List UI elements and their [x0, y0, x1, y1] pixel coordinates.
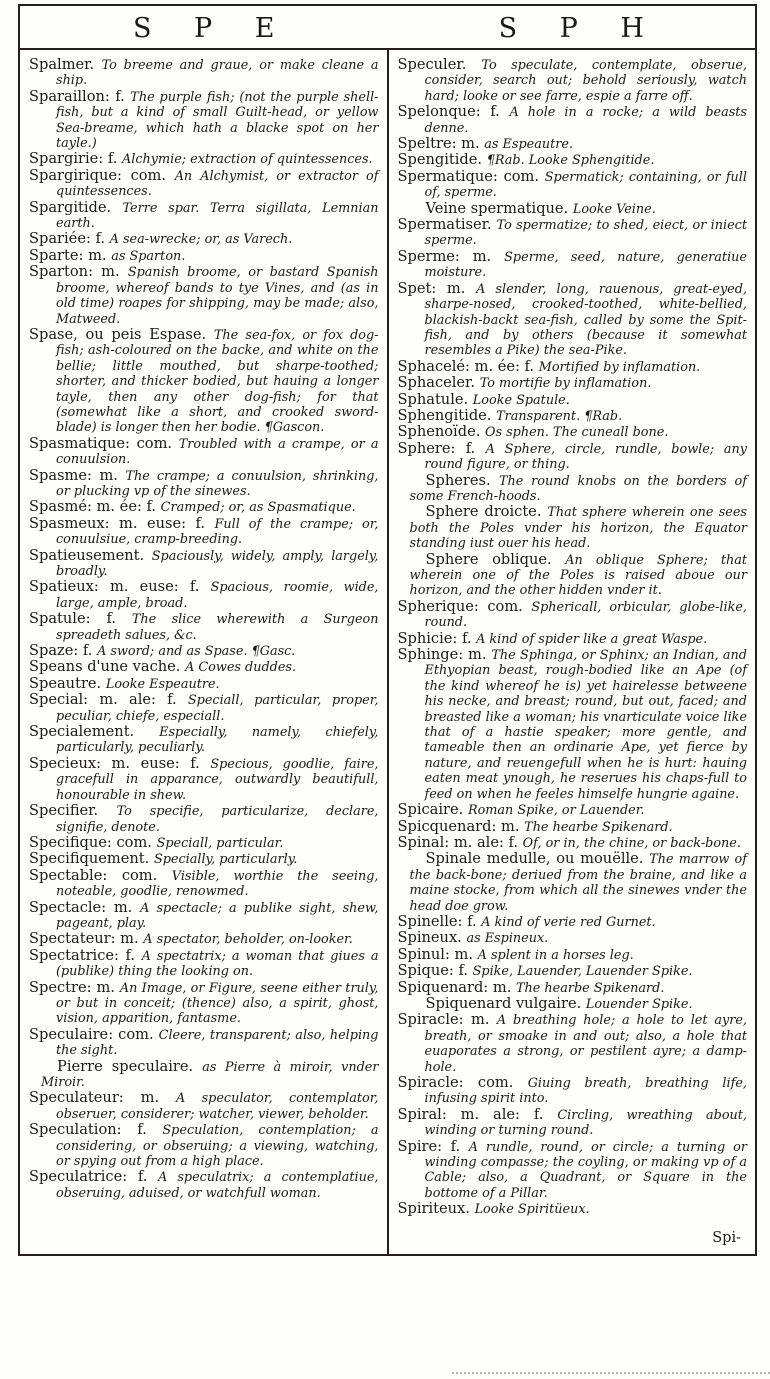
entry-definition: The slice wherewith a Surgeon spreadeth salues, &c.: [56, 612, 379, 643]
entry-headword: Spasmeux: m. euse: f.: [29, 514, 215, 532]
entry-headword: Spherique: com.: [397, 597, 532, 615]
dictionary-entry: [398, 424, 748, 440]
entry-headword: Spariée: f.: [29, 230, 110, 248]
entry-headword: Speculer.: [397, 56, 482, 73]
dictionary-entry: [29, 851, 379, 867]
dictionary-entry: [398, 152, 748, 168]
dictionary-entry: [29, 1027, 379, 1059]
entry-definition: Cleere, transparent; also, helping the sight.: [56, 1027, 379, 1059]
entry-definition: A hole in a rocke; a wild beasts denne.: [424, 105, 748, 136]
entry-headword: Specifier.: [29, 802, 117, 820]
entry-definition: Spacious, roomie, wide, large, ample, broad.: [56, 580, 379, 611]
entry-definition: Sphericall, orbicular, globe-like, round.: [424, 599, 747, 631]
entry-headword: Spengitide.: [397, 151, 487, 169]
entry-definition: To mortifie by inflamation.: [479, 376, 652, 392]
entry-definition: Of, or in, the chine, or back-bone.: [522, 835, 741, 851]
dictionary-entry: [29, 980, 379, 1027]
right-text-column: [389, 50, 756, 1254]
dictionary-entry: [29, 248, 379, 264]
entry-headword: Spineux.: [397, 929, 467, 947]
dictionary-entry: [398, 57, 748, 104]
entry-headword: Spectatrice: f.: [29, 946, 142, 964]
entry-headword: Spatule: f.: [29, 610, 132, 628]
running-heads: [20, 6, 755, 50]
dictionary-entry: [398, 392, 748, 408]
dictionary-entry: [398, 599, 748, 631]
dictionary-entry: [398, 1075, 748, 1107]
dictionary-subentry: [398, 851, 748, 914]
dictionary-entry: [29, 499, 379, 515]
entry-headword: Spectacle: m.: [29, 898, 141, 916]
dictionary-entry: [398, 835, 748, 851]
dictionary-entry: [398, 1107, 748, 1139]
entry-headword: Spargirique: com.: [29, 166, 175, 184]
entry-definition: The Sphinga, or Sphinx; an Indian, and Ethyopian beast, rough-bodied like an Ape (of the kind whereof he is) yet hairelesse betweene his necke, and breast; round, but out, faced; and breasted like a woman; his vnarticulate voice like that of a hastie speaker; more gentle, and tameable then an ordinarie Ape, yet fierce by nature, and reuengefull when he is hurt: hauing eaten meat ynough, he reserues his chaps-full to feed on when he feeles himselfe hungrie againe.: [424, 648, 747, 802]
entry-definition: A Sphere, circle, rundle, bowle; any round figure, or thing.: [424, 441, 748, 473]
dictionary-subentry: [29, 1059, 379, 1091]
entry-headword: Sphinge: m.: [397, 646, 492, 664]
dictionary-entry: [398, 819, 748, 835]
entry-definition: Cramped; or, as Spasmatique.: [160, 500, 356, 516]
dictionary-entry: [398, 104, 748, 136]
entry-definition: A breathing hole; a hole to let ayre, breath, or smoake in and out; also, a hole that euaporates a strong, or pestilent ayre; a damp-hole.: [424, 1013, 747, 1075]
entry-definition: A Cowes duddes.: [185, 660, 297, 676]
dictionary-entry: [29, 200, 379, 232]
entry-headword: Spinal: m. ale: f.: [397, 833, 523, 851]
entry-headword: Special: m. ale: f.: [29, 691, 188, 709]
dictionary-entry: [398, 1139, 748, 1202]
entry-headword: Sphaceler.: [397, 374, 480, 392]
dictionary-entry: [398, 136, 748, 152]
entry-definition: Spanish broome, or bastard Spanish broome, whereof bands to tye Vines, and (as in old time) roapes for shipping, may be made; also, Matweed.: [56, 265, 379, 327]
dictionary-entry: [398, 359, 748, 375]
entry-definition: The marrow of the back-bone; deriued from the braine, and like a maine stocke, from which all the sinewes vnder the head doe grow.: [409, 852, 747, 914]
right-column-running-head: S P H: [498, 13, 661, 44]
entry-headword: Specifiquement.: [29, 850, 154, 868]
dictionary-entry: [398, 947, 748, 963]
catchword: Spi-: [712, 1230, 741, 1246]
entry-definition: Specially, particularly.: [153, 852, 298, 868]
entry-headword: Spectre: m.: [29, 978, 120, 996]
entry-headword: Sparaillon: f.: [29, 87, 131, 105]
dictionary-entry: [29, 835, 379, 851]
entry-definition: A spectacle; a publike sight, shew, pageant, play.: [56, 900, 379, 931]
entry-headword: Spasmé: m. ée: f.: [29, 498, 161, 516]
dictionary-entry: [29, 1090, 379, 1122]
dictionary-subentry: [398, 504, 748, 551]
dictionary-entry: [398, 802, 748, 818]
dictionary-entry: [29, 436, 379, 468]
entry-definition: Transparent. ¶Rab.: [496, 408, 623, 424]
entry-headword: Speculatrice: f.: [29, 1168, 158, 1186]
entry-definition: An oblique Sphere; that wherein one of the Poles is raised aboue our horizon, and the other hidden vnder it.: [409, 552, 747, 599]
entry-definition: To spermatize; to shed, eiect, or iniect sperme.: [424, 218, 747, 249]
entry-definition: ¶Rab. Looke Sphengitide.: [486, 153, 655, 169]
entry-definition: The hearbe Spikenard.: [524, 819, 673, 835]
dictionary-entry: [398, 647, 748, 802]
entry-definition: Terre spar. Terra sigillata, Lemnian earth.: [56, 200, 379, 232]
entry-definition: An Image, or Figure, seene either truly, or but in conceit; (thence) also, a spirit, ghost, vision, apparition, fantasme.: [56, 980, 379, 1027]
entry-definition: The crampe; a conuulsion, shrinking, or plucking vp of the sinewes.: [56, 468, 379, 499]
entry-headword: Spargitide.: [29, 198, 123, 216]
dictionary-entry: [29, 468, 379, 500]
dictionary-entry: [398, 980, 748, 996]
dictionary-entry: [398, 963, 748, 979]
dictionary-subentry: [398, 552, 748, 599]
dictionary-entry: [29, 579, 379, 611]
dictionary-entry: [29, 548, 379, 580]
entry-definition: To specifie, particularize, declare, signifie, denote.: [56, 804, 379, 835]
entry-headword: Speculaire: com.: [29, 1025, 159, 1043]
entry-headword: Sphere droicte.: [425, 503, 548, 521]
dictionary-subentry: [398, 473, 748, 505]
entry-headword: Sphicie: f.: [397, 629, 477, 647]
dictionary-entry: [398, 914, 748, 930]
entry-headword: Spargirie: f.: [29, 150, 123, 168]
entry-headword: Spet: m.: [397, 279, 477, 297]
entry-definition: Sperme, seed, nature, generatiue moisture.: [424, 249, 747, 281]
entry-definition: The purple fish; (not the purple shell-fish, but a kind of small Guilt-head, or yellow Sea-breame, which hath a blacke spot on her tayle.): [56, 89, 379, 152]
dictionary-entry: [398, 217, 748, 249]
entry-headword: Veine spermatique.: [425, 199, 573, 217]
entry-definition: The round knobs on the borders of some French-hoods.: [409, 473, 747, 504]
entry-definition: Looke Spiritüeux.: [474, 1202, 590, 1218]
entry-definition: Alchymie; extraction of quintessences.: [122, 152, 373, 168]
dictionary-entry: [29, 516, 379, 548]
entry-headword: Spelonque: f.: [397, 103, 510, 121]
entry-headword: Speltre: m.: [397, 135, 485, 153]
dictionary-entry: [29, 931, 379, 947]
entry-headword: Specifique: com.: [29, 833, 157, 851]
dictionary-entry: [398, 930, 748, 946]
text-columns: [20, 50, 755, 1254]
dictionary-entry: [29, 900, 379, 932]
entry-definition: A speculatrix; a contemplatiue, obseruing, aduised, or watchfull woman.: [56, 1170, 379, 1201]
entry-definition: To breeme and graue, or make cleane a ship.: [56, 58, 379, 89]
dictionary-entry: [398, 1012, 748, 1075]
entry-definition: Louender Spike.: [585, 996, 693, 1012]
dictionary-entry: [29, 1169, 379, 1201]
entry-headword: Sphere: f.: [397, 439, 486, 457]
entry-definition: Especially, namely, chiefely, particularly, peculiarly.: [56, 725, 379, 756]
dictionary-entry: [398, 249, 748, 281]
entry-definition: The sea-fox, or fox dog-fish; ash-coloured on the backe, and white on the bellie; little mouthed, but sharpe-toothed; shorter, and thicker bodied, but hauing a longer tayle, then any other dog-fish; for that (somewhat like a short, and crooked sword-blade) is longer then her bodie. ¶Gascon.: [56, 327, 379, 436]
page-edge-artifact: [452, 1372, 770, 1374]
dictionary-entry: [398, 281, 748, 359]
entry-definition: A sea-wrecke; or, as Varech.: [109, 232, 293, 248]
entry-headword: Pierre speculaire.: [57, 1057, 203, 1075]
entry-headword: Spasme: m.: [29, 466, 126, 484]
entry-definition: To speculate, contemplate, obserue, consider, search out; behold seriously, watch hard; looke or see farre, espie a farre off.: [424, 58, 747, 104]
entry-headword: Spalmer.: [29, 56, 102, 73]
entry-headword: Spire: f.: [397, 1137, 469, 1155]
dictionary-entry: [398, 408, 748, 424]
entry-definition: as Espineux.: [466, 931, 549, 947]
entry-definition: as Sparton.: [111, 248, 186, 264]
entry-headword: Speculateur: m.: [29, 1089, 176, 1107]
dictionary-entry: [29, 327, 379, 436]
dictionary-entry: [29, 231, 379, 247]
entry-definition: Speciall, particular.: [156, 835, 284, 851]
entry-definition: The hearbe Spikenard.: [515, 980, 665, 996]
entry-definition: A slender, long, rauenous, great-eyed, sharpe-nosed, crooked-toothed, white-bellied, blackish-backt sea-fish, called by some the Spit-fish, and by others (because it somewhat resembles a Pike) the sea-Pike.: [424, 281, 748, 359]
entry-headword: Sperme: m.: [397, 247, 505, 265]
entry-headword: Spermatique: com.: [397, 167, 545, 185]
dictionary-entry: [29, 57, 379, 89]
dictionary-entry: [29, 724, 379, 756]
entry-definition: Looke Veine.: [572, 201, 656, 217]
entry-headword: Specieux: m. euse: f.: [29, 754, 211, 772]
dictionary-entry: [398, 631, 748, 647]
entry-definition: Os sphen. The cuneall bone.: [484, 425, 669, 441]
entry-headword: Sparte: m.: [29, 246, 112, 264]
entry-headword: Speans d'une vache.: [29, 658, 186, 676]
entry-headword: Spiriteux.: [397, 1200, 475, 1218]
dictionary-entry: [29, 643, 379, 659]
entry-headword: Spinul: m.: [397, 945, 478, 963]
entry-definition: as Espeautre.: [484, 137, 574, 153]
dictionary-entry: [29, 1122, 379, 1169]
entry-definition: Troubled with a crampe, or a conuulsion.: [56, 436, 379, 468]
entry-definition: Roman Spike, or Lauender.: [467, 803, 645, 819]
entry-headword: Sphacelé: m. ée: f.: [397, 357, 539, 375]
entry-headword: Specialement.: [29, 723, 160, 741]
entry-headword: Spicquenard: m.: [397, 817, 525, 835]
entry-definition: A kind of spider like a great Waspe.: [476, 631, 708, 647]
entry-definition: Circling, wreathing about, winding or turning round.: [424, 1107, 747, 1139]
dictionary-entry: [29, 168, 379, 200]
dictionary-entry: [29, 151, 379, 167]
entry-definition: Spermatick; containing, or full of, sperme.: [424, 169, 747, 201]
dictionary-entry: [29, 264, 379, 327]
entry-headword: Sparton: m.: [29, 263, 128, 281]
entry-headword: Spectateur: m.: [29, 930, 144, 948]
left-column-running-head: S P E: [132, 13, 292, 44]
entry-headword: Spectable: com.: [29, 866, 172, 884]
entry-headword: Sphatule.: [397, 390, 473, 408]
entry-definition: Mortified by inflamation.: [538, 359, 701, 375]
entry-headword: Spiracle: com.: [397, 1074, 528, 1091]
entry-headword: Spatieux: m. euse: f.: [29, 578, 211, 596]
entry-headword: Spiquenard vulgaire.: [425, 994, 586, 1012]
entry-headword: Spinelle: f.: [397, 912, 482, 930]
dictionary-entry: [29, 692, 379, 724]
dictionary-entry: [29, 659, 379, 675]
dictionary-entry: [398, 169, 748, 201]
entry-definition: A kind of verie red Gurnet.: [481, 914, 656, 930]
entry-definition: Giuing breath, breathing life, infusing spirit into.: [424, 1076, 747, 1107]
entry-headword: Sphenoïde.: [397, 423, 485, 441]
entry-definition: Looke Espeautre.: [105, 676, 220, 692]
entry-definition: That sphere wherein one sees both the Poles vnder his horizon, the Equator standing iust ouer his head.: [409, 505, 747, 552]
entry-definition: An Alchymist, or extractor of quintessences.: [56, 168, 379, 200]
dictionary-entry: [29, 803, 379, 835]
entry-definition: Specious, goodlie, faire, gracefull in apparance, outwardly beautifull, honourable in shew.: [56, 756, 379, 803]
entry-definition: Speciall, particular, proper, peculiar, chiefe, especiall.: [56, 693, 379, 724]
entry-headword: Sphengitide.: [397, 406, 497, 424]
entry-headword: Speautre.: [29, 674, 106, 692]
dictionary-subentry: [398, 201, 748, 217]
entry-definition: A splent in a horses leg.: [477, 947, 634, 963]
dictionary-entry: [398, 1201, 748, 1217]
entry-headword: Spicaire.: [397, 801, 468, 819]
dictionary-entry: [29, 89, 379, 152]
dictionary-entry: [29, 948, 379, 980]
entry-headword: Spaze: f.: [29, 642, 98, 660]
entry-definition: Speculation, contemplation; a considering, or obseruing; a viewing, watching, or spying out from a high place.: [56, 1123, 379, 1170]
entry-definition: Full of the crampe; or, conuulsiue, cramp-breeding.: [56, 516, 379, 548]
entry-headword: Spheres.: [425, 471, 499, 489]
entry-definition: A spectator, beholder, on-looker.: [143, 932, 353, 948]
dictionary-entry: [29, 868, 379, 900]
entry-headword: Spiral: m. ale: f.: [397, 1105, 558, 1123]
dictionary-entry: [29, 611, 379, 643]
entry-headword: Spiquenard: m.: [397, 978, 516, 996]
dictionary-subentry: [398, 996, 748, 1012]
entry-definition: Looke Spatule.: [472, 392, 570, 408]
entry-definition: Spaciously, widely, amply, largely, broadly.: [56, 548, 379, 579]
entry-definition: A rundle, round, or circle; a turning or winding compasse; the coyling, or making vp of a Cable; also, a Quadrant, or Square in the bottome of a Pillar.: [424, 1139, 747, 1201]
entry-definition: as Pierre à miroir, vnder Miroir.: [41, 1059, 379, 1090]
entry-headword: Spatieusement.: [29, 546, 152, 564]
dictionary-entry: [398, 375, 748, 391]
dictionary-entry: [29, 676, 379, 692]
entry-definition: A sword; and as Spase. ¶Gasc.: [97, 644, 296, 660]
entry-headword: Spermatiser.: [397, 216, 497, 234]
entry-definition: Visible, worthie the seeing, noteable, goodlie, renowmed.: [56, 868, 379, 900]
entry-headword: Spinale medulle, ou mouëlle.: [425, 850, 650, 868]
page-frame: [18, 4, 757, 1256]
entry-headword: Spiracle: m.: [397, 1011, 497, 1029]
entry-headword: Spasmatique: com.: [29, 434, 179, 452]
entry-headword: Spique: f.: [397, 962, 473, 980]
entry-definition: Spike, Lauender, Lauender Spike.: [472, 964, 693, 980]
entry-definition: A speculator, contemplator, obseruer, considerer; watcher, viewer, beholder.: [56, 1091, 379, 1122]
entry-headword: Sphere oblique.: [425, 550, 566, 568]
dictionary-entry: [398, 441, 748, 473]
left-text-column: [20, 50, 389, 1254]
entry-headword: Speculation: f.: [29, 1121, 163, 1139]
entry-definition: A spectatrix; a woman that giues a (publike) thing the looking on.: [56, 948, 379, 980]
dictionary-entry: [29, 756, 379, 803]
entry-headword: Spase, ou peis Espase.: [29, 325, 214, 343]
